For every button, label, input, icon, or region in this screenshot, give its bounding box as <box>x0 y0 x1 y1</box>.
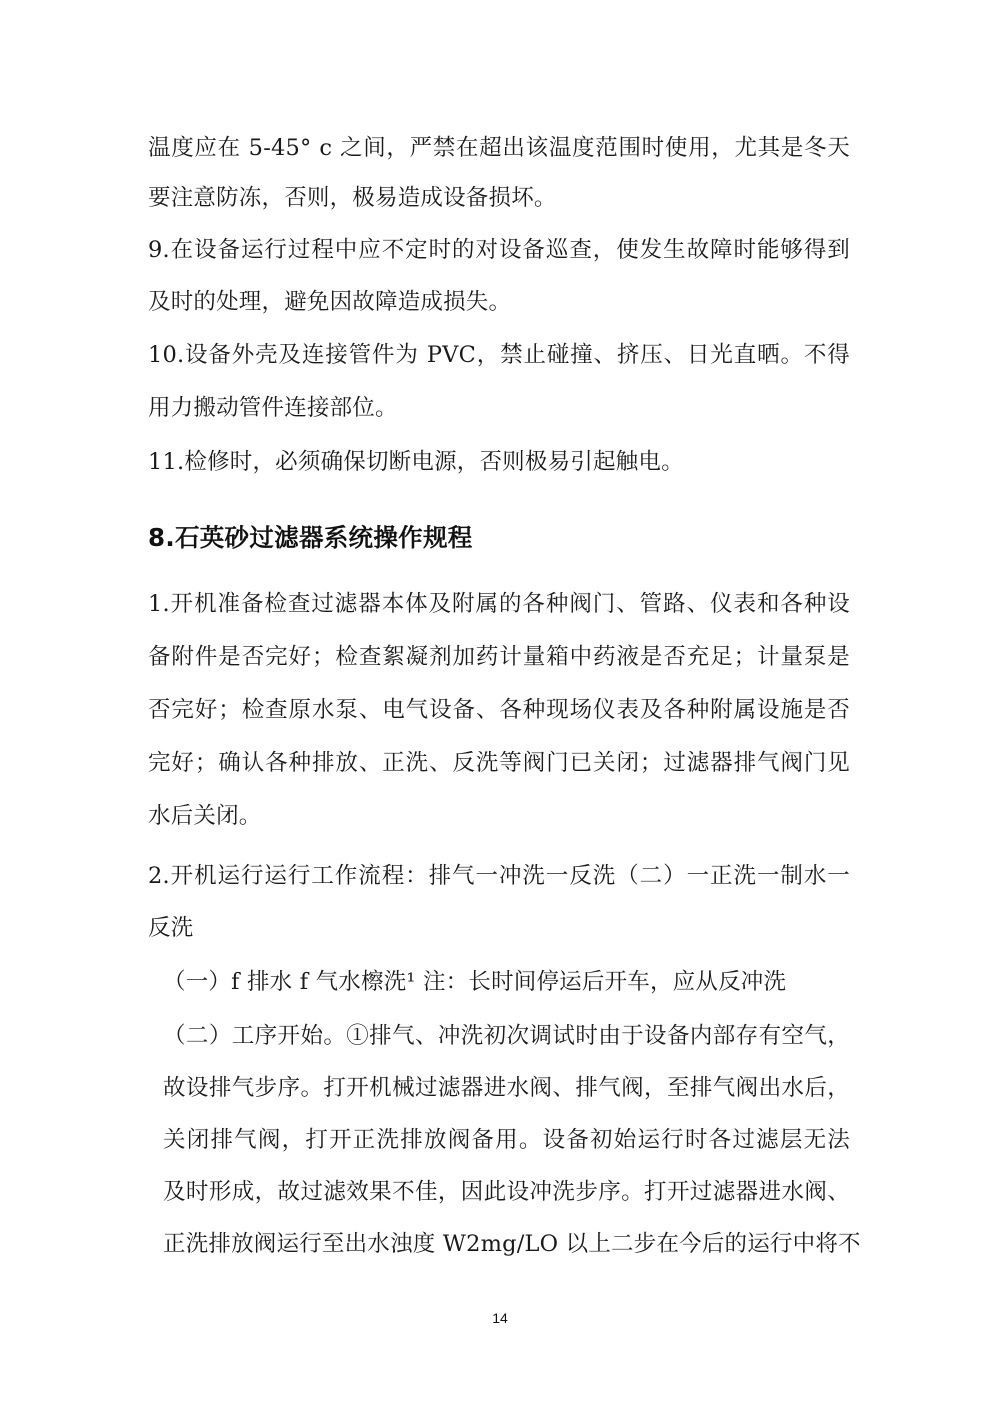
text-line: 完好；确认各种排放、正洗、反洗等阀门已关闭；过滤器排气阀门见 <box>148 750 850 776</box>
text-line: 要注意防冻，否则，极易造成设备损坏。 <box>148 185 557 211</box>
text-line: 温度应在 5-45° c 之间，严禁在超出该温度范围时使用，尤其是冬天 <box>148 135 850 161</box>
text-line: 1.开机准备检查过滤器本体及附属的各种阀门、管路、仪表和各种设 <box>148 591 850 617</box>
text-line: 水后关闭。 <box>148 803 262 829</box>
page-number: 14 <box>492 1310 508 1326</box>
text-line: 2.开机运行运行工作流程：排气一冲洗一反洗（二）一正洗一制水一 <box>148 863 850 889</box>
list-item-11: 11.检修时，必须确保切断电源，否则极易引起触电。 <box>148 449 684 475</box>
text-line: 反洗 <box>148 915 194 941</box>
text-line: 及时的处理，避免因故障造成损失。 <box>148 289 512 315</box>
text-line: 备附件是否完好；检查絮凝剂加药计量箱中药液是否充足；计量泵是 <box>148 644 850 670</box>
text-line: 正洗排放阀运行至出水浊度 W2mg/LO 以上二步在今后的运行中将不 <box>163 1231 861 1257</box>
text-line: 否完好；检查原水泵、电气设备、各种现场仪表及各种附属设施是否 <box>148 697 850 723</box>
text-line: 用力搬动管件连接部位。 <box>148 395 398 421</box>
text-line: 及时形成，故过滤效果不佳，因此设冲洗步序。打开过滤器进水阀、 <box>163 1179 850 1205</box>
text-line: 故设排气步序。打开机械过滤器进水阀、排气阀，至排气阀出水后， <box>163 1075 850 1101</box>
text-line: 关闭排气阀，打开正洗排放阀备用。设备初始运行时各过滤层无法 <box>163 1127 850 1153</box>
list-item-9: 9.在设备运行过程中应不定时的对设备巡查，使发生故障时能够得到 <box>148 237 850 263</box>
sub-item-1: （一）f 排水 f 气水檫洗¹ 注：长时间停运后开车，应从反冲洗 <box>163 969 787 995</box>
list-item-10: 10.设备外壳及连接管件为 PVC，禁止碰撞、挤压、日光直晒。不得 <box>148 342 850 368</box>
section-heading: 8.石英砂过滤器系统操作规程 <box>148 523 473 552</box>
text-line: （二）工序开始。①排气、冲洗初次调试时由于设备内部存有空气， <box>163 1023 850 1049</box>
